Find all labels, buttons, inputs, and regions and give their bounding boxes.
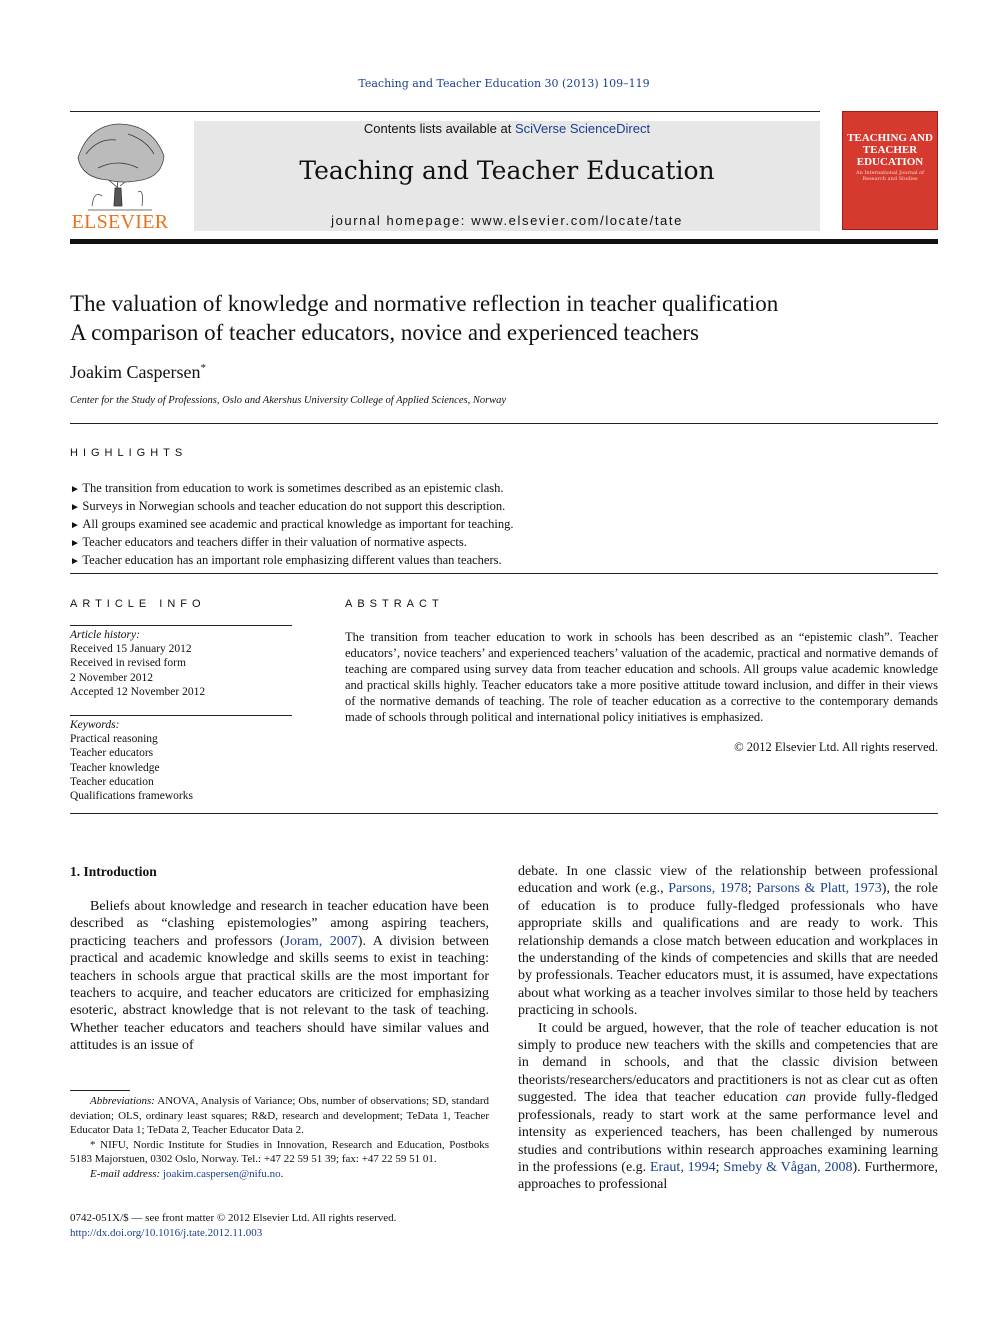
article-info-heading: ARTICLE INFO (70, 598, 206, 610)
publisher-wordmark: ELSEVIER (71, 211, 169, 233)
highlights-heading: HIGHLIGHTS (70, 447, 188, 459)
history-item: Received in revised form (70, 657, 186, 670)
emphasis: can (785, 1090, 806, 1106)
body-column-left (70, 898, 489, 1055)
text-run: ). Furthermore, approaches to professional (518, 1159, 938, 1193)
citation-link[interactable]: Joram, 2007 (284, 933, 358, 949)
article-title-line2: A comparison of teacher educators, novice and experienced teachers (70, 320, 700, 345)
history-item: Received 15 January 2012 (70, 643, 192, 656)
abstract-bottom-rule (70, 813, 938, 814)
footnote-rule (70, 1090, 130, 1091)
journal-title: Teaching and Teacher Education (299, 156, 715, 185)
abstract-text: The transition from teacher education to work in schools has been described as an “epistemic clash”. Teacher educators’, novice teachers’ and experienced teachers’ valuation of the academic, practical and normative demands of teaching are compared using survey data from teacher education and schools. All groups value academic knowledge and practical skills highly. Teacher educators take a more positive attitude toward inclusion, and differ in their views of the normative demands of teaching. The role of teacher education as a corrective to the contemporary demands made of schools through political and international policy initiatives is emphasized. (345, 630, 938, 724)
keywords-rule (70, 715, 292, 716)
author-name[interactable] (70, 362, 206, 383)
keyword-item: Practical reasoning (70, 733, 158, 746)
text-run: . (280, 1167, 284, 1180)
keywords-block (70, 718, 292, 803)
keyword-item: Teacher education (70, 775, 154, 788)
footnote-email (70, 1167, 489, 1182)
footnote-label: Abbreviations: (90, 1095, 155, 1107)
keywords-label: Keywords: (70, 719, 120, 731)
abstract-heading: ABSTRACT (345, 598, 444, 610)
citation-link[interactable]: Smeby & Vågan, 2008 (723, 1159, 853, 1175)
abstract-copyright: © 2012 Elsevier Ltd. All rights reserved. (734, 740, 938, 754)
header-divider (70, 111, 820, 112)
article-title (70, 289, 950, 347)
footnote-text: ANOVA, Analysis of Variance; Obs, number of observations; SD, standard deviation; OLS, ordinary least squares; R&D, research and development; TeData 1, Teacher Educator Data 1; TeData 2, Teacher Educator Data 2. (70, 1095, 489, 1137)
footnotes (70, 1094, 489, 1182)
citation-link[interactable]: Parsons, 1978 (668, 881, 748, 897)
text-run: It could be argued, however, that the role of teacher education is not simply to produce new teachers with the skills and competencies that are in demand in schools, and that the classic division between theorists/researchers/educators and practitioners is not as clear cut as often suggested. The idea that teacher education (518, 1020, 938, 1106)
contents-prefix: Contents lists available at (363, 121, 515, 136)
doi-link[interactable]: http://dx.doi.org/10.1016/j.tate.2012.11.003 (70, 1226, 263, 1239)
author-text: Joakim Caspersen (70, 362, 201, 382)
email-link[interactable]: joakim.caspersen@nifu.no (162, 1167, 281, 1180)
body-paragraph (518, 863, 938, 1020)
body-column-right (518, 863, 938, 1194)
article-history (70, 628, 292, 699)
footnote-abbreviations (70, 1094, 489, 1138)
history-item: 2 November 2012 (70, 671, 154, 684)
body-paragraph (70, 898, 489, 1055)
page-footer (70, 1211, 396, 1240)
citation-link[interactable]: Eraut, 1994 (650, 1159, 716, 1175)
cover-subtitle: An International Journal of Research and Studies (855, 170, 925, 182)
highlight-item: ► Teacher education has an important role emphasizing different values than teachers. (70, 552, 930, 570)
text-run: ; (747, 881, 757, 897)
highlight-item: ► The transition from education to work is sometimes described as an epistemic clash. (70, 480, 930, 498)
article-info-rule (70, 625, 292, 626)
footnote-label: E-mail address: (90, 1167, 161, 1180)
text-run: provide fully-fledged professionals, ready to start work at the same performance level and intensity as experienced teachers, has been challenged by numerous studies and contributions within research approaches examining learning in the professions (e.g. (518, 1090, 938, 1175)
text-run: Beliefs about knowledge and research in teacher education have been described as “clashing epistemologies” among aspiring teachers, practicing teachers and professors ( (70, 899, 489, 949)
author-footnote-mark[interactable]: * (200, 362, 206, 374)
article-title-line1: The valuation of knowledge and normative reflection in teacher qualification (70, 291, 779, 316)
highlights-bottom-rule (70, 573, 938, 574)
citation-link[interactable]: Parsons & Platt, 1973 (756, 881, 882, 897)
header-thick-divider (70, 239, 938, 244)
highlights-list (70, 480, 930, 570)
history-label: Article history: (70, 629, 140, 641)
history-item: Accepted 12 November 2012 (70, 685, 206, 698)
section-heading-introduction: 1. Introduction (70, 864, 157, 879)
highlight-item: ► All groups examined see academic and practical knowledge as important for teaching. (70, 516, 930, 534)
cover-title: TEACHING AND TEACHER EDUCATION (847, 132, 933, 168)
keyword-item: Teacher educators (70, 747, 154, 760)
keyword-item: Qualifications frameworks (70, 790, 193, 803)
body-paragraph (518, 1020, 938, 1194)
contents-availability (194, 121, 820, 136)
keyword-item: Teacher knowledge (70, 761, 160, 774)
author-affiliation: Center for the Study of Professions, Oslo and Akershus University College of Applied Sciences, Norway (70, 395, 507, 406)
journal-homepage[interactable]: journal homepage: www.elsevier.com/locate/tate (331, 213, 683, 228)
text-run: ), the role of education is to produce fully-fledged professionals who have appropriate skills and qualifications and are ready to work. This relationship demands a close match between education and workplaces in the understanding of the kinds of competencies and skills that are needed by professionals. Teacher educators must, it is assumed, have expectations about what working as a teacher involves similar to those held by teachers practicing in schools. (518, 881, 939, 1019)
text-run: ). A division between practical and academic knowledge and skills seems to exist in teaching: teachers in schools argue that practical skills are the most important for teachers to acquire, and teacher educators are criticized for emphasizing esoteric, abstract knowledge that is not relevant to the task of teaching. Whether teacher educators and teachers should have similar values and attitudes is an issue of (70, 933, 489, 1054)
journal-citation[interactable]: Teaching and Teacher Education 30 (2013) 109–119 (358, 77, 650, 90)
text-run: ; (715, 1159, 724, 1175)
text-run: debate. In one classic view of the relationship between professional education and work (e.g., (518, 864, 938, 897)
issn-line: 0742-051X/$ — see front matter © 2012 Elsevier Ltd. All rights reserved. (70, 1212, 397, 1224)
sciencedirect-link[interactable]: SciVerse ScienceDirect (514, 121, 651, 136)
highlight-item: ► Teacher educators and teachers differ in their valuation of normative aspects. (70, 534, 930, 552)
highlights-top-rule (70, 423, 938, 424)
highlight-item: ► Surveys in Norwegian schools and teacher education do not support this description. (70, 498, 930, 516)
footnote-corresponding: * NIFU, Nordic Institute for Studies in Innovation, Research and Education, Postboks 5183 Majorstuen, 0302 Oslo, Norway. Tel.: +47 22 59 51 39; fax: +47 22 59 51 01. (70, 1138, 489, 1166)
